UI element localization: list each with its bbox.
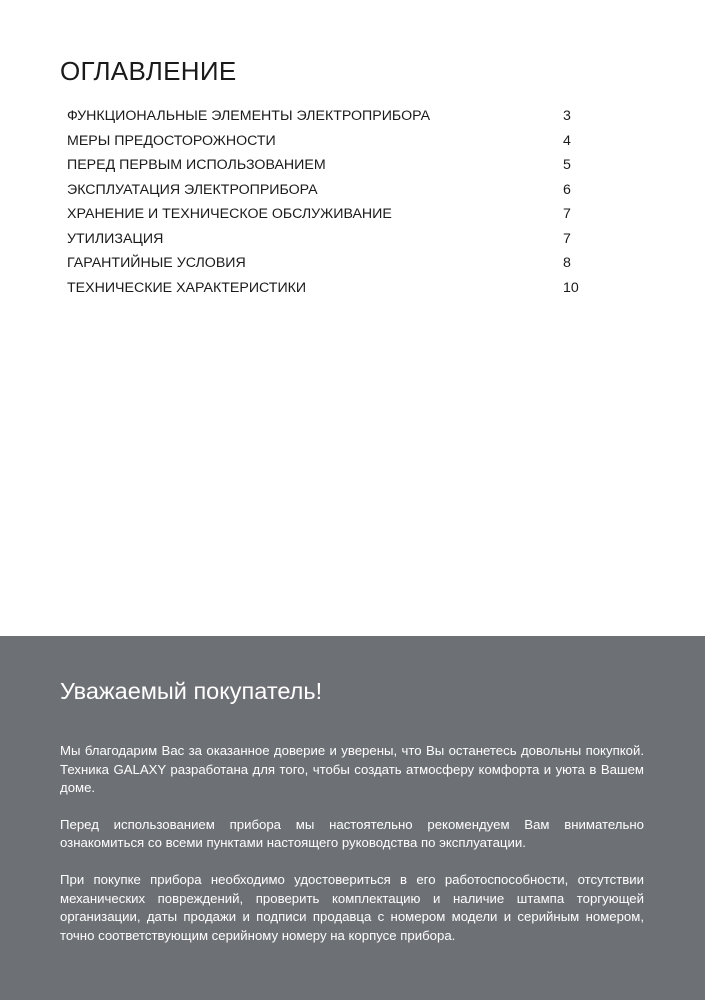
toc-item-label: ГАРАНТИЙНЫЕ УСЛОВИЯ (67, 255, 246, 271)
toc-item (67, 202, 587, 227)
toc-item-page: 7 (563, 230, 571, 247)
toc-item-page: 10 (563, 279, 579, 296)
toc-item-label: ПЕРЕД ПЕРВЫМ ИСПОЛЬЗОВАНИЕМ (67, 157, 326, 173)
toc-item-page: 7 (563, 206, 571, 222)
toc-item-label: ХРАНЕНИЕ И ТЕХНИЧЕСКОЕ ОБСЛУЖИВАНИЕ (67, 206, 392, 222)
toc-item-page: 4 (563, 132, 571, 149)
toc-item-page: 6 (563, 181, 571, 198)
welcome-paragraph: Перед использованием прибора мы настоятельно рекомендуем Вам внимательно ознакомиться со всеми пунктами настоящего руководства по эксплуатации. (60, 816, 644, 851)
toc-item-label: ЭКСПЛУАТАЦИЯ ЭЛЕКТРОПРИБОРА (67, 181, 318, 198)
welcome-text (60, 742, 644, 963)
toc-item-page: 3 (563, 108, 571, 124)
toc-item (67, 129, 587, 154)
toc-item (67, 153, 587, 178)
toc-item (67, 104, 587, 129)
toc-item-page: 5 (563, 157, 571, 173)
toc-list (67, 104, 587, 300)
toc-item (67, 227, 587, 252)
welcome-paragraph: Мы благодарим Вас за оказанное доверие и уверены, что Вы останетесь довольны покупкой. Техника GALAXY разработана для того, чтобы создать атмосферу комфорта и уюта в Вашем доме. (60, 743, 644, 796)
toc-item-label: УТИЛИЗАЦИЯ (67, 230, 164, 247)
toc-item-page: 8 (563, 255, 571, 271)
toc-item-label: МЕРЫ ПРЕДОСТОРОЖНОСТИ (67, 132, 276, 149)
welcome-paragraph: При покупке прибора необходимо удостовериться в его работоспособности, отсутствии механических повреждений, проверить комплектацию и наличие штампа торгующей организации, даты продажи и подписи продавца с номером модели и серийным номером, точно соответствующим серийному номеру на корпусе прибора. (60, 871, 644, 943)
welcome-title: Уважаемый покупатель! (60, 678, 323, 704)
toc-item-label: ФУНКЦИОНАЛЬНЫЕ ЭЛЕМЕНТЫ ЭЛЕКТРОПРИБОРА (67, 108, 431, 124)
toc-item (67, 276, 587, 301)
toc-item (67, 251, 587, 276)
toc-title: ОГЛАВЛЕНИЕ (60, 56, 237, 86)
toc-item (67, 178, 587, 203)
toc-item-label: ТЕХНИЧЕСКИЕ ХАРАКТЕРИСТИКИ (67, 279, 307, 296)
welcome-panel (0, 636, 705, 1000)
